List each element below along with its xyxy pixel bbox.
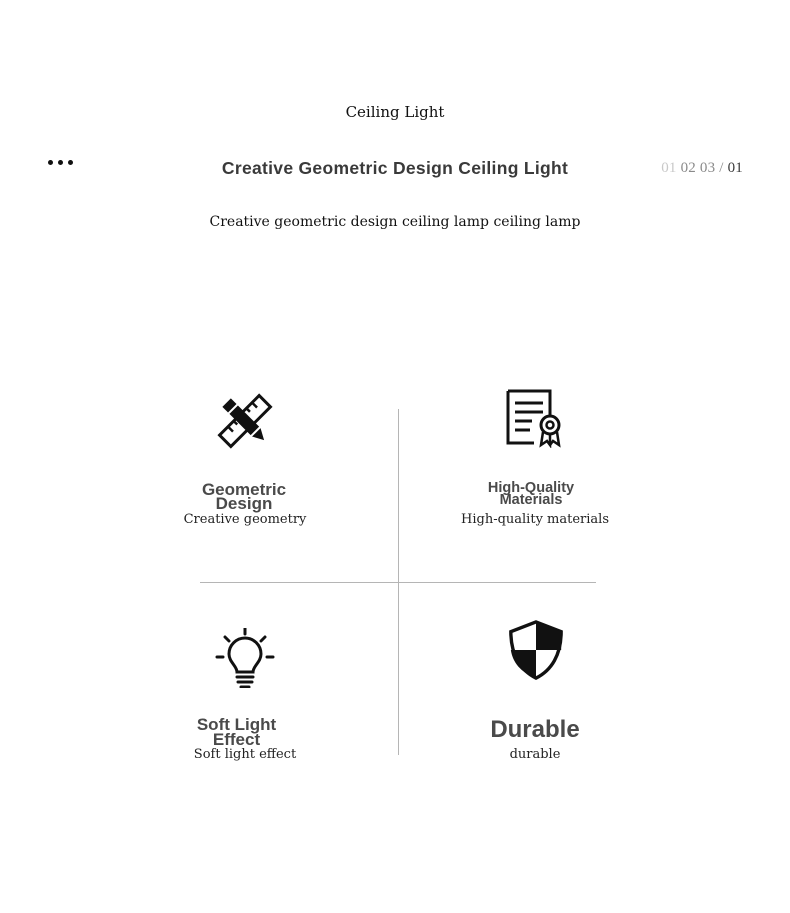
pager-separator: / <box>719 160 724 176</box>
grid-divider-horizontal <box>200 582 596 583</box>
pager-faint: 01 <box>661 160 677 176</box>
page-title: Creative Geometric Design Ceiling Light <box>221 158 569 178</box>
pager-current: 01 <box>727 160 743 176</box>
slide-pager[interactable] <box>661 160 743 177</box>
certificate-icon <box>504 388 564 448</box>
feature-subtitle-soft-light-effect: Soft light effect <box>193 747 297 762</box>
feature-title-soft-light-effect: Soft Light Effect <box>196 715 277 750</box>
page-subtitle: Creative geometric design ceiling lamp ceiling lamp <box>209 214 581 230</box>
feature-subtitle-high-quality-materials: High-quality materials <box>461 512 609 527</box>
feature-title-geometric-design: Geometric Design <box>201 480 287 514</box>
feature-subtitle-geometric-design: Creative geometry <box>183 512 307 527</box>
lightbulb-icon <box>215 628 275 688</box>
pencil-ruler-icon <box>215 391 275 451</box>
category-label: Ceiling Light <box>345 103 445 121</box>
pager-pages: 02 03 <box>680 160 716 176</box>
feature-title-high-quality-materials: High-Quality Materials <box>487 480 575 509</box>
feature-subtitle-durable: durable <box>509 747 561 762</box>
shield-icon <box>506 620 566 680</box>
feature-title-durable: Durable <box>490 716 580 743</box>
